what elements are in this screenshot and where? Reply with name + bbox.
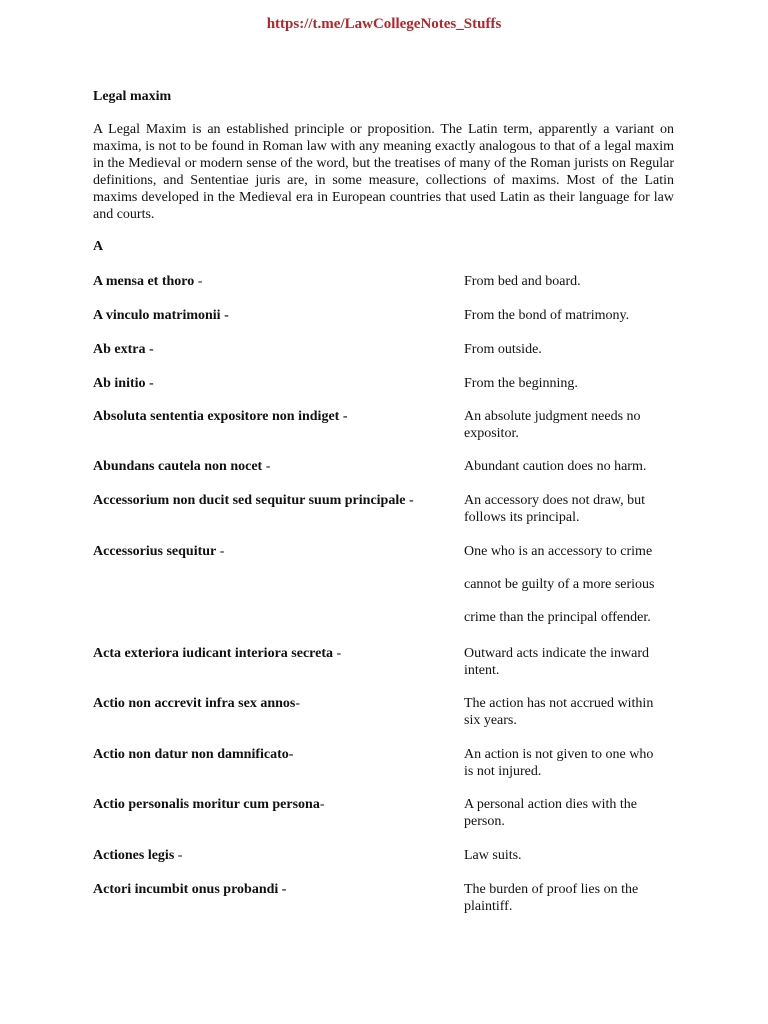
intro-paragraph: A Legal Maxim is an established principle or proposition. The Latin term, apparently a variant on maxima, is not to be found in Roman law with any meaning exactly analogous to that of a legal maxim in the Medieval or modern sense of the word, but the treatises of many of the Roman jurists on Regular definitions, and Sententiae juris are, in some measure, collections of maxims. Most of the Latin maxims developed in the Medieval era in European countries that used Latin as their language for law and courts. [93,122,674,222]
maxim-term: Absoluta sententia expositore non indiget - [93,409,348,424]
maxim-meaning: The burden of proof lies on the plaintiff. [464,882,639,914]
maxim-meaning: An action is not given to one who is not injured. [464,747,654,779]
maxim-term: Ab extra - [93,342,154,357]
maxim-meaning: Outward acts indicate the inward intent. [464,646,650,678]
maxim-term: Actiones legis - [93,848,183,863]
maxim-term: Actio non datur non damnificato- [93,747,294,762]
maxim-term: A vinculo matrimonii - [93,308,229,323]
maxim-meaning: An absolute judgment needs no expositor. [464,409,641,441]
telegram-link[interactable]: https://t.me/LawCollegeNotes_Stuffs [266,16,502,32]
maxim-term: Accessorius sequitur - [93,544,225,559]
maxim-meaning: From the bond of matrimony. [464,308,630,323]
maxim-meaning: From bed and board. [464,274,581,289]
maxim-meaning: From outside. [464,342,542,357]
section-letter-a: A [93,239,104,254]
maxim-meaning: A personal action dies with the person. [464,797,638,829]
maxim-meaning: From the beginning. [464,376,578,391]
maxim-meaning: The action has not accrued within six years. [464,696,654,728]
document-title: Legal maxim [93,89,172,104]
maxim-meaning: Law suits. [464,848,522,863]
maxim-term: A mensa et thoro - [93,274,203,289]
maxim-term: Acta exteriora iudicant interiora secreta - [93,646,342,661]
maxim-term: Actio personalis moritur cum persona- [93,797,325,812]
maxim-meaning: An accessory does not draw, but follows its principal. [464,493,646,525]
maxim-term: Accessorium non ducit sed sequitur suum principale - [93,493,414,508]
maxim-term: Actio non accrevit infra sex annos- [93,696,301,711]
maxim-term: Abundans cautela non nocet - [93,459,271,474]
maxim-term: Ab initio - [93,376,154,391]
maxim-meaning: One who is an accessory to crime cannot be guilty of a more serious crime than the principal offender. [464,544,655,625]
maxim-meaning: Abundant caution does no harm. [464,459,647,474]
maxim-term: Actori incumbit onus probandi - [93,882,287,897]
